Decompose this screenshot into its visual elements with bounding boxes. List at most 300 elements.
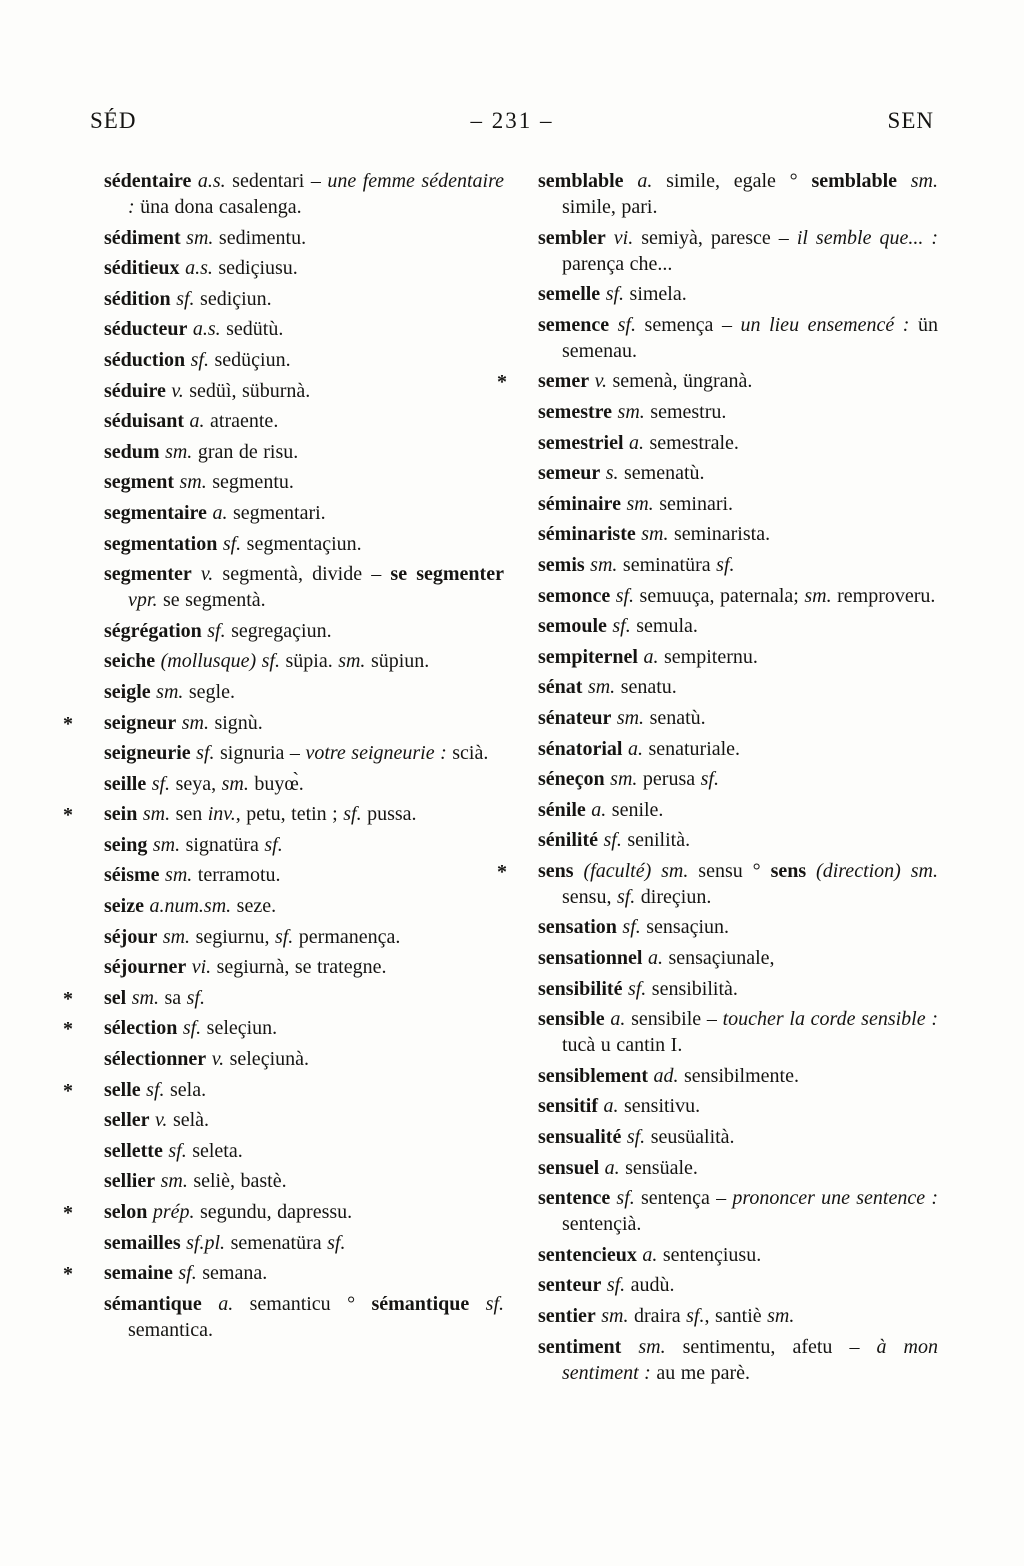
translation-text: sedentari – bbox=[225, 170, 328, 192]
dictionary-entry bbox=[104, 255, 504, 281]
grammar-label: s. bbox=[600, 462, 619, 485]
headword: sédition bbox=[104, 287, 171, 310]
headword: séneçon bbox=[538, 768, 605, 791]
translation-text: sensaçiunale, bbox=[662, 947, 775, 970]
translation-text: seliè, bastè. bbox=[187, 1170, 287, 1193]
translation-text: parença che... bbox=[562, 252, 673, 275]
translation-text: seminatüra bbox=[617, 553, 717, 576]
grammar-label: a. bbox=[201, 1292, 234, 1315]
dictionary-entry: * sélection sf. seleçiun. bbox=[63, 1017, 278, 1041]
grammar-label: vi. bbox=[605, 226, 634, 249]
translation-text: seminari. bbox=[653, 492, 734, 515]
grammar-label: sm. bbox=[612, 400, 645, 423]
translation-text: seleta. bbox=[186, 1139, 243, 1162]
grammar-label: sf. bbox=[622, 977, 647, 1000]
grammar-label: sf. bbox=[700, 768, 719, 791]
grammar-label: ad. bbox=[648, 1064, 679, 1087]
grammar-label: sf. bbox=[140, 1078, 165, 1101]
grammar-label: sf. bbox=[274, 925, 294, 948]
headword: sensuel bbox=[538, 1156, 600, 1179]
headword: segmentaire bbox=[104, 501, 207, 524]
grammar-label: sm. bbox=[150, 680, 184, 703]
dictionary-entry bbox=[104, 378, 504, 404]
grammar-label: sm. bbox=[157, 925, 191, 948]
grammar-label: sm. bbox=[173, 471, 207, 494]
grammar-label: un lieu ensemencé : bbox=[740, 313, 910, 336]
headword: sémantique bbox=[104, 1292, 202, 1315]
grammar-label: sf. bbox=[616, 916, 641, 939]
translation-text: remproveru. bbox=[831, 584, 936, 607]
grammar-label: sm. bbox=[155, 1170, 188, 1193]
headword: semaine bbox=[104, 1262, 173, 1285]
grammar-label: v. bbox=[165, 379, 184, 402]
headword: sémantique bbox=[371, 1292, 470, 1315]
headword: semoule bbox=[538, 615, 607, 638]
dictionary-entry bbox=[538, 552, 938, 578]
grammar-label: a. bbox=[642, 947, 663, 970]
translation-text: süpiun. bbox=[365, 650, 430, 673]
headword: seigneurie bbox=[104, 742, 191, 765]
headword: semis bbox=[538, 553, 585, 576]
headword: sentier bbox=[538, 1305, 596, 1327]
dictionary-entry bbox=[104, 1291, 504, 1343]
headword: sélection bbox=[104, 1017, 178, 1040]
grammar-label: votre seigneurie : bbox=[305, 742, 447, 765]
translation-text: sedimentu. bbox=[213, 226, 307, 249]
headword: séduisant bbox=[104, 410, 185, 433]
grammar-label: vpr. bbox=[128, 589, 158, 612]
translation-text: segmentaçiun. bbox=[241, 532, 362, 555]
grammar-label: sm. bbox=[804, 584, 832, 607]
dictionary-entry bbox=[538, 491, 938, 517]
dictionary-entry bbox=[104, 648, 504, 674]
translation-text: semença – bbox=[635, 313, 741, 336]
headword: semence bbox=[538, 313, 610, 336]
translation-text: sentença – bbox=[634, 1187, 733, 1210]
translation-text: senatu. bbox=[615, 676, 677, 699]
translation-text: direçiun. bbox=[635, 885, 712, 908]
headword: semelle bbox=[538, 283, 601, 306]
headword: sensitif bbox=[538, 1095, 598, 1118]
translation-text: segregaçiun. bbox=[225, 619, 332, 642]
grammar-label: a. bbox=[585, 798, 607, 821]
dictionary-entry bbox=[104, 832, 504, 858]
grammar-label: (mollusque) sf. bbox=[155, 650, 280, 673]
dictionary-entry bbox=[104, 561, 504, 613]
translation-text: perusa bbox=[637, 768, 701, 791]
dictionary-entry bbox=[538, 1242, 938, 1268]
dictionary-entry bbox=[538, 976, 938, 1002]
dictionary-entry bbox=[538, 521, 938, 547]
headword: seigle bbox=[104, 680, 151, 703]
grammar-label: a. bbox=[206, 501, 228, 524]
grammar-label: a. bbox=[623, 431, 645, 454]
grammar-label: sm. bbox=[137, 803, 171, 826]
headword: sélectionner bbox=[104, 1048, 207, 1071]
translation-text: sela. bbox=[164, 1078, 207, 1101]
dictionary-entry bbox=[538, 281, 938, 307]
grammar-label: vi. bbox=[186, 956, 212, 979]
dictionary-entry bbox=[538, 736, 938, 762]
dictionary-entry bbox=[104, 740, 504, 766]
translation-text: semantica. bbox=[128, 1318, 213, 1341]
translation-text: semula. bbox=[630, 615, 698, 638]
grammar-label: a. bbox=[622, 737, 643, 760]
translation-text: sedüçiun. bbox=[208, 348, 291, 371]
grammar-label: sf. bbox=[190, 742, 215, 765]
headword: semeur bbox=[538, 462, 601, 485]
grammar-label: a.s. bbox=[191, 170, 226, 192]
translation-text: signuria – bbox=[214, 742, 306, 765]
translation-text: sentençiusu. bbox=[657, 1243, 762, 1266]
headword: sedum bbox=[104, 440, 160, 463]
grammar-label: sf. bbox=[609, 313, 636, 336]
grammar-label: sm. bbox=[635, 523, 669, 546]
headword: sénilité bbox=[538, 829, 598, 852]
translation-text: gran de risu. bbox=[192, 440, 299, 463]
translation-text: sensu, bbox=[562, 885, 617, 908]
dictionary-entry bbox=[104, 893, 504, 919]
dictionary-entry bbox=[538, 1006, 938, 1058]
grammar-label: sm. bbox=[159, 864, 193, 887]
grammar-label: sm. bbox=[604, 768, 638, 791]
dictionary-entry bbox=[538, 430, 938, 456]
grammar-label: (direction) sm. bbox=[806, 859, 938, 882]
translation-text: semuuça, paternala; bbox=[634, 584, 805, 607]
headword: séditieux bbox=[104, 257, 180, 280]
grammar-label: a. bbox=[598, 1095, 619, 1118]
dictionary-entry bbox=[538, 797, 938, 823]
dictionary-entry bbox=[538, 225, 938, 277]
grammar-label: sf. bbox=[686, 1305, 705, 1327]
grammar-label: sf. bbox=[327, 1231, 346, 1254]
translation-text: sentençià. bbox=[562, 1213, 642, 1236]
headword: sentence bbox=[538, 1187, 611, 1210]
grammar-label: sm. bbox=[620, 492, 654, 515]
grammar-label: sm. bbox=[897, 170, 939, 192]
running-head bbox=[86, 108, 938, 134]
grammar-label: sf. bbox=[201, 619, 226, 642]
headword: selle bbox=[104, 1078, 141, 1101]
dictionary-entry bbox=[104, 408, 504, 434]
translation-text: senile. bbox=[606, 798, 664, 821]
headword: semestriel bbox=[538, 431, 624, 454]
translation-text: semenatüra bbox=[225, 1231, 328, 1254]
dictionary-column-right bbox=[497, 168, 939, 1390]
grammar-label: a. bbox=[637, 645, 659, 668]
grammar-label: sf. bbox=[601, 1274, 626, 1297]
translation-text: segmentu. bbox=[206, 471, 294, 494]
grammar-label: sf. bbox=[598, 829, 622, 852]
dictionary-entry bbox=[538, 1124, 938, 1150]
dictionary-entry: * sel sm. sa sf. bbox=[63, 986, 205, 1010]
headword: seize bbox=[104, 895, 144, 918]
dictionary-entry bbox=[104, 1168, 504, 1194]
dictionary-entry bbox=[538, 1093, 938, 1119]
headword: sens bbox=[770, 859, 807, 882]
grammar-label: sf. bbox=[177, 1017, 202, 1040]
page-number: – 231 – bbox=[470, 108, 554, 133]
dictionary-entry bbox=[538, 674, 938, 700]
translation-text: senilità. bbox=[621, 829, 691, 852]
headword: séduire bbox=[104, 379, 166, 402]
grammar-label: sm. bbox=[582, 676, 616, 699]
translation-text: sen bbox=[170, 803, 208, 826]
dictionary-entry bbox=[538, 705, 938, 731]
dictionary-entry bbox=[104, 316, 504, 342]
grammar-label: sf. bbox=[162, 1139, 187, 1162]
grammar-label: prononcer une sentence : bbox=[732, 1187, 938, 1210]
translation-text: seusüalità. bbox=[645, 1126, 735, 1149]
dictionary-entry bbox=[104, 469, 504, 495]
dictionary-entry bbox=[538, 1063, 938, 1089]
grammar-label: sf. bbox=[606, 615, 631, 638]
headword: segment bbox=[104, 471, 174, 494]
translation-text: sentimentu, afetu – bbox=[665, 1335, 877, 1358]
translation-text: simela. bbox=[624, 283, 687, 306]
headword: sempiternel bbox=[538, 645, 638, 668]
grammar-label: sm. bbox=[176, 711, 209, 734]
dictionary-entry bbox=[538, 399, 938, 425]
dictionary-entry bbox=[538, 914, 938, 940]
dictionary-entry bbox=[538, 1334, 938, 1386]
dictionary-entry bbox=[104, 954, 504, 980]
headword: sénat bbox=[538, 676, 583, 699]
headword: sensationnel bbox=[538, 947, 643, 970]
headword: sellette bbox=[104, 1139, 163, 1162]
dictionary-entry bbox=[104, 439, 504, 465]
translation-text: sensibilmente. bbox=[678, 1064, 799, 1087]
grammar-label: sm. bbox=[180, 226, 214, 249]
translation-text: signatüra bbox=[180, 833, 265, 856]
grammar-label: sf. bbox=[217, 532, 242, 555]
dictionary-entry bbox=[538, 168, 938, 220]
translation-text: sa bbox=[158, 986, 187, 1009]
dictionary-entry: * selon prép. segundu, dapressu. bbox=[63, 1201, 353, 1224]
translation-text: sensitivu. bbox=[618, 1095, 701, 1118]
translation-text: sensu ° bbox=[688, 859, 771, 882]
headword: seiche bbox=[104, 650, 156, 673]
dictionary-entry: * selle sf. sela. bbox=[63, 1078, 207, 1102]
translation-text: sensibile – bbox=[625, 1008, 723, 1031]
headword: sénile bbox=[538, 798, 586, 821]
headword: seller bbox=[104, 1109, 150, 1132]
grammar-label: à mon sentiment : bbox=[562, 1335, 939, 1384]
headword: semblable bbox=[811, 170, 898, 192]
grammar-label: a.s. bbox=[187, 318, 221, 341]
dictionary-entry bbox=[104, 679, 504, 705]
headword: séminaire bbox=[538, 492, 621, 515]
headword: séducteur bbox=[104, 318, 188, 341]
grammar-label: sf. bbox=[616, 885, 636, 908]
translation-text: terramotu. bbox=[192, 864, 281, 887]
translation-text: sediçiusu. bbox=[212, 257, 298, 280]
translation-text: semenà, üngranà. bbox=[606, 370, 753, 393]
grammar-label: sf.pl. bbox=[180, 1231, 226, 1254]
translation-text: , santiè bbox=[704, 1305, 768, 1327]
grammar-label: v. bbox=[589, 370, 607, 393]
headword: segmenter bbox=[104, 563, 192, 586]
dictionary-entry bbox=[104, 286, 504, 312]
grammar-label: sf. bbox=[146, 772, 171, 795]
translation-text: seze. bbox=[231, 895, 277, 918]
grammar-label: il semble que... : bbox=[796, 226, 938, 249]
translation-text: semana. bbox=[196, 1262, 268, 1285]
headword: séminariste bbox=[538, 523, 636, 546]
translation-text: sedütù. bbox=[220, 318, 284, 341]
translation-text: sensüale. bbox=[619, 1156, 698, 1179]
guide-word-right: SEN bbox=[887, 108, 934, 133]
translation-text: sediçiun. bbox=[194, 287, 272, 310]
translation-text: audù. bbox=[625, 1274, 675, 1297]
translation-text: seleçiunà. bbox=[224, 1048, 309, 1071]
headword: sédentaire bbox=[104, 170, 192, 192]
headword: sellier bbox=[104, 1170, 156, 1193]
translation-text: ün semenau. bbox=[562, 313, 939, 362]
translation-text: permanença. bbox=[293, 925, 401, 948]
headword: seing bbox=[104, 833, 148, 856]
grammar-label: sf. bbox=[621, 1126, 646, 1149]
headword: ségrégation bbox=[104, 619, 202, 642]
headword: séjourner bbox=[104, 956, 187, 979]
translation-text: semestru. bbox=[644, 400, 727, 423]
grammar-label: sf. bbox=[186, 986, 205, 1009]
grammar-label: sm. bbox=[147, 833, 181, 856]
translation-text: segle. bbox=[183, 680, 235, 703]
dictionary-entry: * semer v. semenà, üngranà. bbox=[497, 370, 753, 394]
grammar-label: une femme sédentaire : bbox=[128, 170, 504, 218]
translation-text: sedüì, süburnà. bbox=[183, 379, 311, 402]
grammar-label: toucher la corde sensible : bbox=[722, 1008, 938, 1031]
dictionary-entry bbox=[104, 618, 504, 644]
grammar-label: sm. bbox=[767, 1305, 795, 1327]
grammar-label: a.s. bbox=[179, 257, 213, 280]
dictionary-entry bbox=[104, 924, 504, 950]
dictionary-entry bbox=[538, 1272, 938, 1298]
headword: sentiment bbox=[538, 1335, 622, 1358]
translation-text: senaturiale. bbox=[642, 737, 741, 760]
grammar-label: sf. bbox=[716, 553, 735, 576]
grammar-label: sf. bbox=[610, 1187, 635, 1210]
grammar-label: a. bbox=[604, 1008, 626, 1031]
translation-text: simile, pari. bbox=[562, 196, 658, 218]
translation-text: segundu, dapressu. bbox=[194, 1201, 353, 1223]
grammar-label: sm. bbox=[611, 706, 645, 729]
translation-text: sensibilità. bbox=[646, 977, 738, 1000]
headword: sens bbox=[538, 859, 574, 882]
dictionary-entry bbox=[538, 1155, 938, 1181]
grammar-label: sf. bbox=[264, 833, 283, 856]
translation-text: draira bbox=[628, 1305, 687, 1327]
grammar-label: v. bbox=[149, 1109, 168, 1132]
grammar-label: v. bbox=[191, 563, 214, 586]
dictionary-entry bbox=[538, 644, 938, 670]
translation-text: seleçiun. bbox=[201, 1017, 278, 1040]
grammar-label: sf. bbox=[185, 348, 209, 371]
headword: sédiment bbox=[104, 226, 181, 249]
translation-text: semiyà, paresce – bbox=[633, 226, 797, 249]
grammar-label: sf. bbox=[343, 803, 362, 826]
translation-text: pussa. bbox=[361, 803, 417, 826]
translation-text: semestrale. bbox=[644, 431, 739, 454]
headword: séjour bbox=[104, 925, 158, 948]
grammar-label: a. bbox=[623, 170, 653, 192]
dictionary-entry bbox=[538, 1303, 938, 1329]
headword: séisme bbox=[104, 864, 160, 887]
grammar-label: sm. bbox=[595, 1305, 629, 1327]
headword: semestre bbox=[538, 400, 613, 423]
dictionary-column-left bbox=[63, 168, 504, 1390]
translation-text: süpia. bbox=[279, 650, 339, 673]
dictionary-entry bbox=[104, 168, 504, 220]
translation-text: segmentari. bbox=[227, 501, 326, 524]
translation-text: simile, egale ° bbox=[652, 170, 812, 192]
headword: senteur bbox=[538, 1274, 602, 1297]
translation-text: se segmentà. bbox=[157, 589, 266, 612]
headword: sein bbox=[104, 803, 138, 826]
grammar-label: a. bbox=[184, 410, 205, 433]
dictionary-entry: * sein sm. sen inv., petu, tetin ; sf. pussa. bbox=[63, 803, 417, 827]
dictionary-entry bbox=[104, 225, 504, 251]
dictionary-entry bbox=[538, 583, 938, 609]
headword: semblable bbox=[538, 170, 624, 192]
dictionary-entry bbox=[104, 771, 504, 797]
grammar-label: inv. bbox=[207, 803, 236, 826]
headword: semailles bbox=[104, 1231, 181, 1254]
grammar-label: v. bbox=[206, 1048, 225, 1071]
headword: sensiblement bbox=[538, 1064, 648, 1087]
grammar-label: sm. bbox=[159, 440, 193, 463]
headword: sensibilité bbox=[538, 977, 623, 1000]
translation-text: segiurnà, se trategne. bbox=[211, 956, 387, 979]
headword: selon bbox=[104, 1201, 148, 1223]
grammar-label: sm. bbox=[221, 772, 249, 795]
headword: segmentation bbox=[104, 532, 218, 555]
dictionary-entry bbox=[538, 766, 938, 792]
grammar-label: sf. bbox=[610, 584, 635, 607]
headword: sénateur bbox=[538, 706, 612, 729]
dictionary-entry bbox=[538, 827, 938, 853]
grammar-label: sf. bbox=[469, 1292, 504, 1315]
dictionary-entry bbox=[538, 312, 938, 364]
translation-text: , petu, tetin ; bbox=[235, 803, 344, 826]
grammar-label: sf. bbox=[172, 1262, 197, 1285]
grammar-label: sm. bbox=[338, 650, 366, 673]
headword: sel bbox=[104, 986, 127, 1009]
dictionary-entry bbox=[538, 460, 938, 486]
translation-text: semanticu ° bbox=[233, 1292, 372, 1315]
headword: sensualité bbox=[538, 1126, 622, 1149]
translation-text: buyœ̀. bbox=[248, 772, 304, 795]
headword: sembler bbox=[538, 226, 606, 249]
dictionary-entry bbox=[104, 531, 504, 557]
translation-text: atraente. bbox=[204, 410, 279, 433]
translation-text: sensaçiun. bbox=[640, 916, 730, 939]
grammar-label: sf. bbox=[170, 287, 195, 310]
translation-text: senatù. bbox=[644, 706, 706, 729]
grammar-label: sm. bbox=[126, 986, 159, 1009]
translation-text: üna dona casalenga. bbox=[134, 196, 302, 218]
headword: sénatorial bbox=[538, 737, 623, 760]
headword: se segmenter bbox=[390, 563, 504, 586]
dictionary-entry bbox=[104, 500, 504, 526]
headword: seigneur bbox=[104, 711, 177, 734]
dictionary-entry: * sens (faculté) sm. sensu ° sens (direction) sm. sensu, sf. direçiun. bbox=[497, 859, 938, 908]
translation-text: tucà u cantin I. bbox=[562, 1034, 683, 1057]
dictionary-entry: * semaine sf. semana. bbox=[63, 1262, 268, 1286]
grammar-label: sf. bbox=[600, 283, 625, 306]
translation-text: sempiternu. bbox=[658, 645, 758, 668]
